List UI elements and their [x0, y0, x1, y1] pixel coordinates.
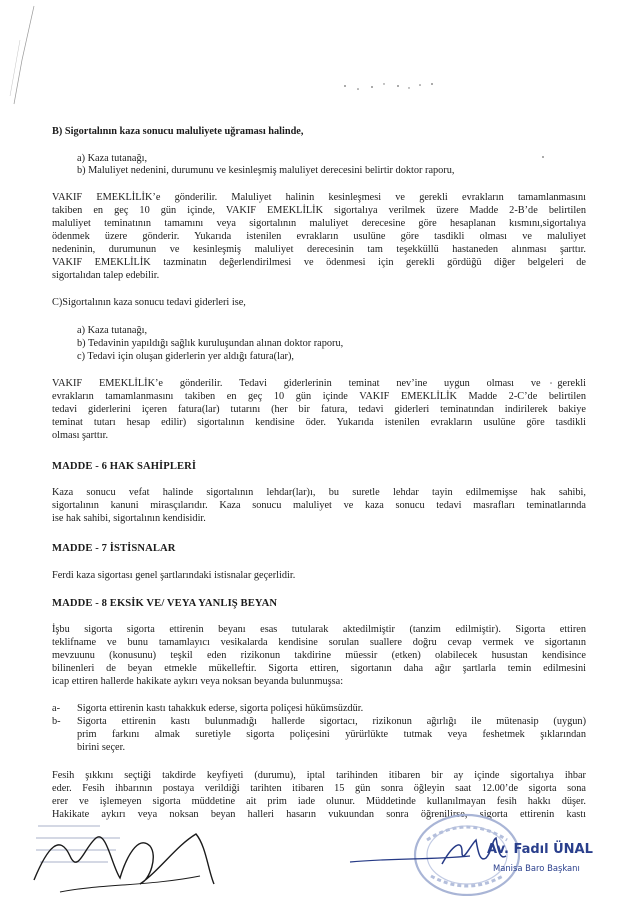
section-c-title: C)Sigortalının kaza sonucu tedavi giderleri ise, — [52, 297, 246, 308]
section-c-paragraph-line: VAKIF EMEKLİLİK’e gönderilir. Tedavi giderlerinin teminat nev’ine uygun olması ve gerekli — [52, 378, 586, 389]
section-b-title: B) Sigortalının kaza sonucu maluliyete uğraması halinde, — [52, 126, 304, 137]
madde-7-heading: MADDE - 7 İSTİSNALAR — [52, 543, 176, 554]
section-b-paragraph-line: VAKIF EMEKLİLİK’e gönderilir. Maluliyet halinin kesinleşmesi ve gerekli evrakların tamamlanmasını — [52, 192, 586, 203]
section-b-item-a: a) Kaza tutanağı, — [77, 153, 148, 164]
section-b-paragraph-line: takiben en geç 10 gün içinde, VAKIF EMEKLİLİK sigortalıya verilmek üzere Madde 2-B’de belirtilen — [52, 205, 586, 216]
madde-8-paragraph-line: icap ettiren hallerde hakikate aykırı veya noksan beyanda bulunmuşsa: — [52, 676, 344, 687]
madde-8-list-item-a: Sigorta ettirenin kastı tahakkuk ederse, sigorta poliçesi hükümsüzdür. — [77, 703, 364, 714]
section-b-paragraph-line: sigortalıdan talep edebilir. — [52, 270, 160, 281]
section-c-paragraph-line: tedavi giderlerini içeren fatura(lar) tutarını (her bir fatura, tedavi giderleri teminatından indirilerek bakiye — [52, 404, 586, 415]
section-b-paragraph-line: nedeninin, durumunun ve kesinleşmiş maluliyet derecesinin tam teşekküllü hastaneden alınması şarttır. — [52, 244, 586, 255]
madde-8-closing-line: Fesih şıkkını seçtiği takdirde keyfiyeti (durumu), iptal tarihinden itibaren bir ay içinde sigortalıya ihbar — [52, 770, 586, 781]
madde-8-closing-line: erer ve işlemeyen sigorta müddetine ait prim iade olunur. Müddetinde kullanılmayan fesih hakkı düşer. — [52, 796, 586, 807]
section-c-item-c: c) Tedavi için oluşan giderlerin yer aldığı fatura(lar), — [77, 351, 294, 362]
section-b-paragraph-line: VAKIF EMEKLİLİK tazminatın değerlendirilmesi ve ödenmesi için gerekli gördüğü diğer belgeleri de — [52, 257, 586, 268]
madde-8-list-marker-b: b- — [52, 716, 61, 727]
madde-6-paragraph-line: sigortalının kanuni mirasçılarıdır. Kaza sonucu maluliyet ve kaza sonucu tedavi masrafları teminatlarında — [52, 500, 586, 511]
section-b-item-b: b) Maluliyet nedenini, durumunu ve kesinleşmiş maluliyet derecesini belirtir doktor raporu, — [77, 165, 455, 176]
madde-8-paragraph-line: teklifname ve bunu tamamlayıcı vesikalarda kendisine sorulan suallere doğru cevap vermek ve sigortanın — [52, 637, 586, 648]
madde-8-list-item-b-line: birini seçer. — [77, 742, 126, 753]
madde-6-heading: MADDE - 6 HAK SAHİPLERİ — [52, 461, 197, 472]
madde-8-list-marker-a: a- — [52, 703, 60, 714]
section-c-paragraph-line: olması şarttır. — [52, 430, 109, 441]
madde-8-list-item-b-line: prim farkını almak suretiyle sigorta poliçesini yürürlükte tutmak veya feshetmek şıklarından — [77, 729, 586, 740]
section-c-item-b: b) Tedavinin yapıldığı sağlık kuruluşundan alınan doktor raporu, — [77, 338, 344, 349]
section-c-item-a: a) Kaza tutanağı, — [77, 325, 148, 336]
madde-7-paragraph: Ferdi kaza sigortası genel şartlarındaki istisnalar geçerlidir. — [52, 570, 296, 581]
madde-8-closing-line: Hakikate aykırı veya noksan beyan halleri hasarın vukuundan sonra öğrenilirse, sigorta ettirenin kastı — [52, 809, 586, 820]
madde-6-paragraph-line: ise hak sahibi, sigortalının kendisidir. — [52, 513, 206, 524]
madde-8-paragraph-line: mevzuunu (konusunu) teşkil eden rizikonun takdirine müessir (etken) olabilecek husustan kendisince — [52, 650, 586, 661]
madde-8-paragraph-line: İşbu sigorta sigorta ettirenin beyanı esas tutularak aktedilmiştir (tanzim edilmiştir). Sigorta ettiren — [52, 624, 586, 635]
section-c-paragraph-line: evrakların tamamlanmasını takiben en geç 10 gün içinde VAKIF EMEKLİLİK Madde 2-C’de belirtilen — [52, 391, 586, 402]
section-b-paragraph-line: maluliyet teminatının tamamını veya sigortalının maluliyet derecesine göre hesaplanan kısmını,sigortalıya — [52, 218, 586, 229]
madde-8-list-item-b-line: Sigorta ettirenin kastı bulunmadığı hallerde sigortacı, rizikonun ağırlığı ile mütenasip (uygun) — [77, 716, 586, 727]
madde-8-paragraph-line: bilinenleri de beyan etmekle mükelleftir. Sigorta ettiren, sigortanın daha ağır şartlarla temin edilmesini — [52, 663, 586, 674]
madde-8-heading: MADDE - 8 EKSİK VE/ VEYA YANLIŞ BEYAN — [52, 598, 278, 609]
section-c-paragraph-line: teminat tutarı hesap edilir) sigortalının kendisine öder. Yukarıda istenilen evrakların usulüne göre tasdikli — [52, 417, 586, 428]
signatory-name: Av. Fadıl ÜNAL — [487, 842, 593, 857]
madde-8-closing-line: eder. Fesih ihbarının postaya verildiği tarihten itibaren 15 gün sonra öğleyin saat 12.00’de sigorta sona — [52, 783, 586, 794]
madde-6-paragraph-line: Kaza sonucu vefat halinde sigortalının lehdar(lar)ı, bu suretle lehdar tayin edilmemişse hak sahibi, — [52, 487, 586, 498]
section-b-paragraph-line: ödenmek üzere gönderir. Yukarıda istenilen evrakların usulüne göre tasdikli olması ve maluliyet — [52, 231, 586, 242]
signatory-title: Manisa Baro Başkanı — [493, 863, 580, 873]
